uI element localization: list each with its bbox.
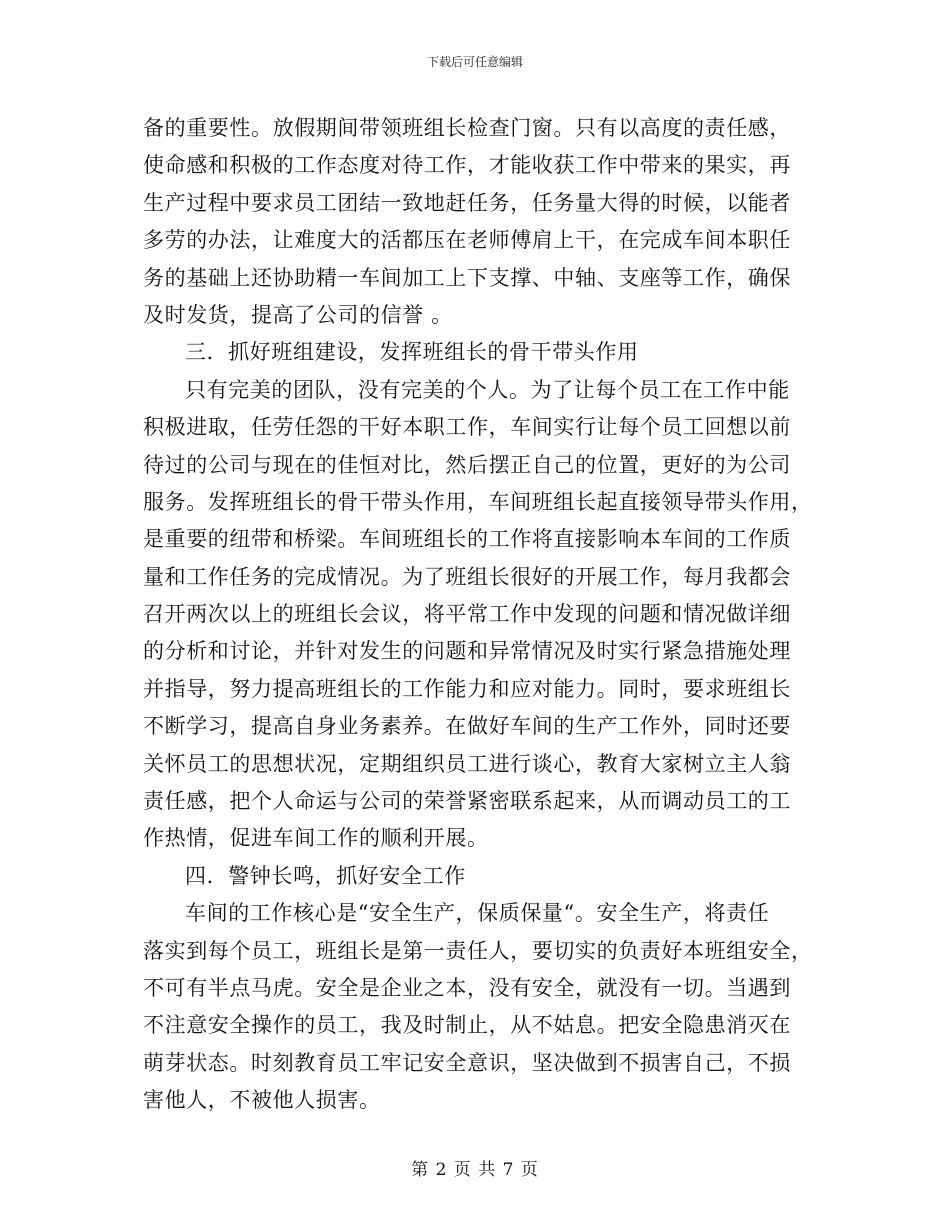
text-line: 车间的工作核心是“安全生产，保质保量“。安全生产，将责任 <box>185 901 770 926</box>
text-line: 量和工作任务的完成情况。为了班组长很好的开展工作，每月我都会 <box>143 564 791 589</box>
text-line: 是重要的纽带和桥梁。车间班组长的工作将直接影响本车间的工作质 <box>143 527 791 552</box>
text-line: 务的基础上还协助精一车间加工上下支撑、中轴、支座等工作，确保 <box>143 265 791 290</box>
text-line: 四．警钟长鸣，抓好安全工作 <box>185 863 466 888</box>
text-line: 的分析和讨论，并针对发生的问题和异常情况及时实行紧急措施处理 <box>143 639 791 664</box>
page-number: 第 2 页 共 7 页 <box>411 1160 539 1180</box>
text-line: 并指导，努力提高班组长的工作能力和应对能力。同时，要求班组长 <box>143 676 791 701</box>
text-line: 害他人，不被他人损害。 <box>143 1088 381 1113</box>
text-line: 作热情，促进车间工作的顺利开展。 <box>143 826 489 851</box>
text-line: 及时发货，提高了公司的信誉 。 <box>143 302 453 327</box>
text-line: 关怀员工的思想状况，定期组织员工进行谈心，教育大家树立主人翁 <box>143 751 791 776</box>
text-line: 不注意安全操作的员工，我及时制止，从不姑息。把安全隐患消灭在 <box>143 1013 791 1038</box>
text-line: 不可有半点马虎。安全是企业之本，没有安全，就没有一切。当遇到 <box>143 975 791 1000</box>
page-header: 下载后可任意编辑 <box>426 55 523 69</box>
text-line: 召开两次以上的班组长会议，将平常工作中发现的问题和情况做详细 <box>143 602 791 627</box>
text-line: 待过的公司与现在的佳恒对比，然后摆正自己的位置，更好的为公司 <box>143 452 791 477</box>
text-line: 责任感，把个人命运与公司的荣誉紧密联系起来，从而调动员工的工 <box>143 789 791 814</box>
text-line: 不断学习，提高自身业务素养。在做好车间的生产工作外，同时还要 <box>143 714 791 739</box>
text-line: 备的重要性。放假期间带领班组长检查门窗。只有以高度的责任感， <box>143 116 791 140</box>
document-body <box>143 110 813 1120</box>
text-line: 萌芽状态。时刻教育员工牢记安全意识，坚决做到不损害自己，不损 <box>143 1050 791 1075</box>
text-line: 落实到每个员工，班组长是第一责任人，要切实的负责好本班组安全， <box>143 938 813 963</box>
text-line: 只有完美的团队，没有完美的个人。为了让每个员工在工作中能 <box>185 377 790 402</box>
text-line: 多劳的办法，让难度大的活都压在老师傅肩上干，在完成车间本职任 <box>143 228 791 253</box>
text-line: 使命感和积极的工作态度对待工作，才能收获工作中带来的果实，再 <box>143 153 791 178</box>
text-line: 生产过程中要求员工团结一致地赶任务，任务量大得的时候，以能者 <box>143 190 791 215</box>
text-line: 积极进取，任劳任怨的干好本职工作，车间实行让每个员工回想以前 <box>143 415 791 440</box>
text-line: 服务。发挥班组长的骨干带头作用，车间班组长起直接领导带头作用， <box>143 489 813 514</box>
text-line: 三．抓好班组建设，发挥班组长的骨干带头作用 <box>185 340 639 365</box>
